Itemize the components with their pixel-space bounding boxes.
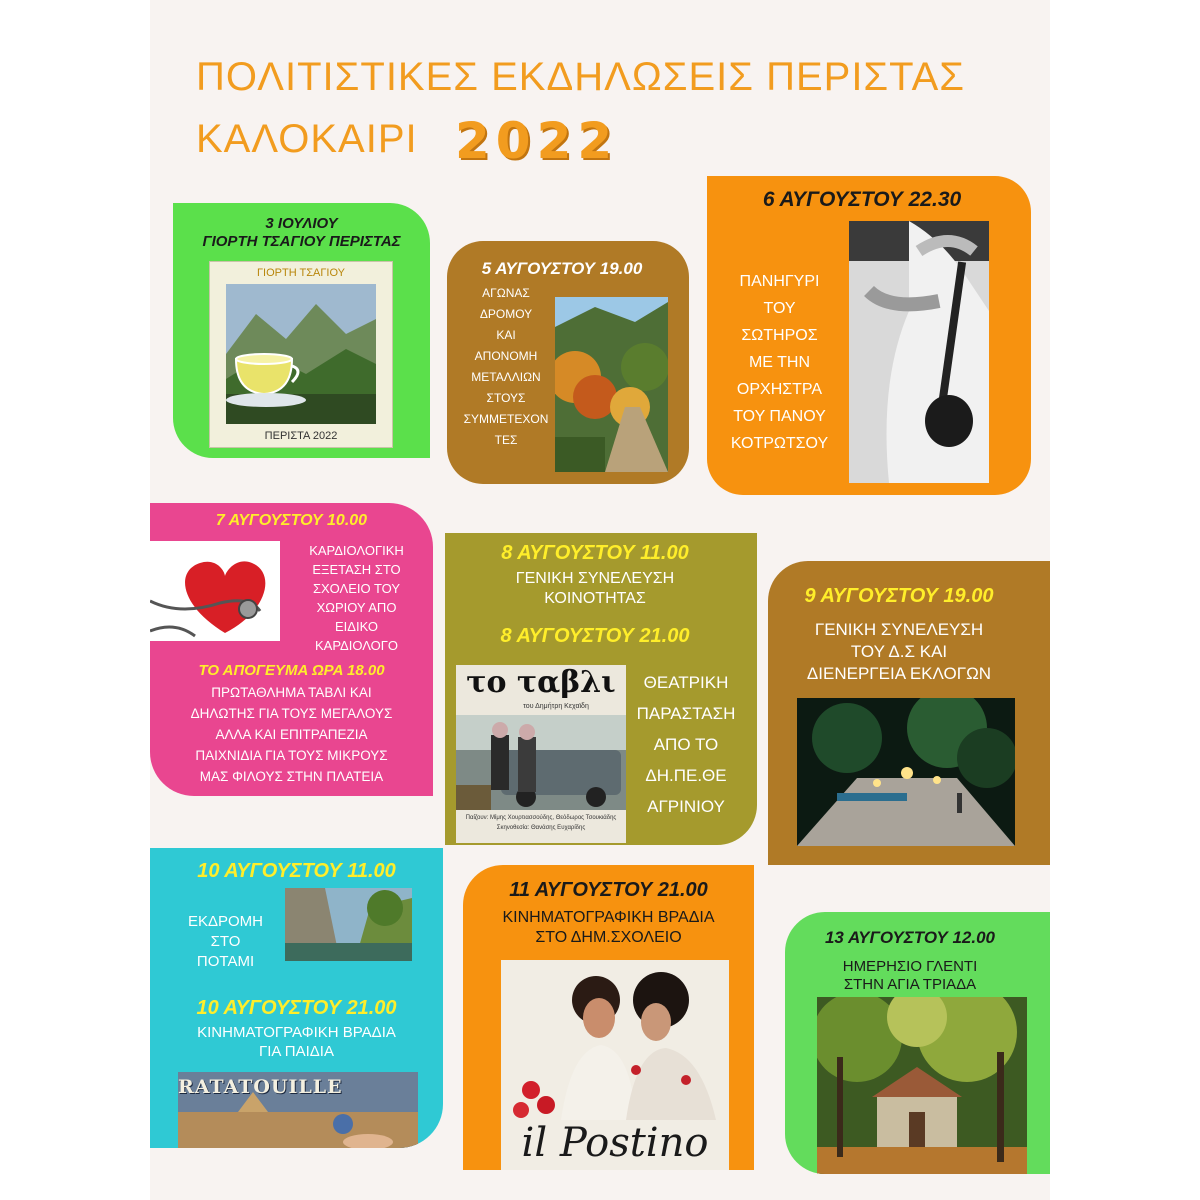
event-description-evening <box>150 1023 443 1061</box>
desc-line: ΚΙΝΗΜΑΤΟΓΡΑΦΙΚΗ ΒΡΑΔΙΑ <box>502 909 715 926</box>
event-card-aug5 <box>447 241 689 484</box>
desc-line: ΤΟΥ Δ.Σ ΚΑΙ <box>850 642 948 661</box>
desc-line: ΔΙΕΝΕΡΓΕΙΑ ΕΚΛΟΓΩΝ <box>806 664 992 683</box>
desc-line: ΔΡΟΜΟΥ <box>479 307 533 321</box>
desc-line: ΓΕΝΙΚΗ ΣΥΝΕΛΕΥΣΗ <box>814 620 984 639</box>
desc-line: ΑΓΩΝΑΣ <box>482 286 530 300</box>
event-description <box>707 268 852 457</box>
event-description <box>785 958 1035 994</box>
poster-direction-text: Σκηνοθεσία: Θανάσης Ευχαρίδης <box>496 825 586 831</box>
event-card-aug6 <box>707 176 1031 495</box>
event-afternoon-description <box>150 682 433 787</box>
event-date-evening: 10 ΑΥΓΟΥΣΤΟΥ 21.00 <box>196 997 397 1019</box>
poster-year: 2022 <box>455 112 619 170</box>
forest-path-image <box>555 297 668 472</box>
event-card-aug13 <box>785 912 1050 1174</box>
clarinet-player-image <box>849 221 989 483</box>
event-card-jul3 <box>173 203 430 458</box>
desc-line: ΧΩΡΙΟΥ ΑΠΟ <box>316 600 397 615</box>
desc-line: ΤΟΥ ΠΑΝΟΥ <box>733 408 826 425</box>
event-date: 11 ΑΥΓΟΥΣΤΟΥ 21.00 <box>509 879 708 901</box>
event-card-aug10 <box>150 848 443 1148</box>
desc-line: ΣΤΟ <box>210 933 241 950</box>
desc-line: ΠΑΝΗΓΥΡΙ <box>739 273 820 290</box>
event-date: 13 ΑΥΓΟΥΣΤΟΥ 12.00 <box>824 928 996 947</box>
event-date: 8 ΑΥΓΟΥΣΤΟΥ 11.00 <box>501 542 689 564</box>
poster-subtitle-text: του Δημήτρη Κεχαϊδη <box>523 703 589 710</box>
desc-line: ΠΑΙΧΝΙΔΙΑ ΓΙΑ ΤΟΥΣ ΜΙΚΡΟΥΣ <box>195 748 388 763</box>
chapel-image <box>817 997 1027 1174</box>
poster-cast-text: Παίζουν: Μίμης Χουρτιασσούδης, Θεόδωρος Τσουκιάδης <box>465 815 617 821</box>
desc-line: ΘΕΑΤΡΙΚΗ <box>643 673 729 692</box>
village-square-night-image <box>797 698 1015 846</box>
desc-line: ΕΞΕΤΑΣΗ ΣΤΟ <box>312 562 401 577</box>
desc-line: ΜΕ ΤΗΝ <box>748 354 811 371</box>
desc-line: ΟΡΧΗΣΤΡΑ <box>736 381 823 398</box>
event-description <box>768 619 1030 685</box>
desc-line: ΑΛΛΑ ΚΑΙ ΕΠΙΤΡΑΠΕΖΙΑ <box>215 727 368 742</box>
desc-line: ΣΩΤΗΡΟΣ <box>741 327 818 344</box>
desc-line: ΗΜΕΡΗΣΙΟ ΓΛΕΝΤΙ <box>842 958 978 975</box>
tea-festival-image <box>209 261 393 448</box>
desc-line: ΓΙΑ ΠΑΙΔΙΑ <box>259 1043 334 1060</box>
theatre-poster-image <box>456 665 626 843</box>
event-description <box>445 569 745 609</box>
event-title: ΓΙΟΡΤΗ ΤΣΑΓΙΟΥ ΠΕΡΙΣΤΑΣ <box>202 233 401 250</box>
desc-line: ΑΠΟΝΟΜΗ <box>474 349 538 363</box>
event-card-aug7 <box>150 503 433 796</box>
event-date: 5 ΑΥΓΟΥΣΤΟΥ 19.00 <box>481 259 643 278</box>
desc-line: ΤΕΣ <box>494 433 518 447</box>
desc-line: ΣΤΟΥΣ <box>486 391 526 405</box>
heart-stethoscope-image <box>150 541 280 641</box>
event-card-aug8 <box>445 533 757 845</box>
movie-couple-illustration <box>501 960 729 1120</box>
desc-line: ΕΙΔΙΚΟ <box>335 619 378 634</box>
desc-line: ΑΓΡΙΝΙΟΥ <box>647 797 725 816</box>
desc-line: ΚΑΙ <box>496 328 516 342</box>
desc-line: ΔΗΛΩΤΗΣ ΓΙΑ ΤΟΥΣ ΜΕΓΑΛΟΥΣ <box>190 706 393 721</box>
desc-line: ΔΗ.ΠΕ.ΘΕ <box>645 766 727 785</box>
poster-title-text: το ταβλι <box>466 665 616 700</box>
image-caption-top: ΓΙΟΡΤΗ ΤΣΑΓΙΟΥ <box>256 267 346 279</box>
event-afternoon-time: ΤΟ ΑΠΟΓΕΥΜΑ ΩΡΑ 18.00 <box>198 662 385 679</box>
event-description <box>455 283 557 451</box>
poster-subtitle: ΚΑΛΟΚΑΙΡΙ <box>196 117 418 161</box>
desc-line: ΚΟΙΝΟΤΗΤΑΣ <box>544 590 646 607</box>
actors-car-illustration <box>456 715 626 810</box>
event-card-aug9 <box>768 561 1050 865</box>
desc-line: ΠΡΩΤΑΘΛΗΜΑ ΤΑΒΛΙ ΚΑΙ <box>211 685 372 700</box>
desc-line: ΕΚΔΡΟΜΗ <box>187 913 264 930</box>
event-date: 10 ΑΥΓΟΥΣΤΟΥ 11.00 <box>197 860 396 882</box>
mountain-tea-illustration <box>226 284 376 424</box>
desc-line: ΣΤΗΝ ΑΓΙΑ ΤΡΙΑΔΑ <box>843 976 977 993</box>
desc-line: ΓΕΝΙΚΗ ΣΥΝΕΛΕΥΣΗ <box>515 570 675 587</box>
desc-line: ΚΑΡΔΙΟΛΟΓΙΚΗ <box>309 543 404 558</box>
event-description <box>280 541 433 655</box>
event-date: 6 ΑΥΓΟΥΣΤΟΥ 22.30 <box>762 188 962 211</box>
event-date-evening: 8 ΑΥΓΟΥΣΤΟΥ 21.00 <box>500 625 690 647</box>
desc-line: ΚΑΡΔΙΟΛΟΓΟ <box>314 638 398 653</box>
event-card-aug11 <box>463 865 754 1170</box>
event-date: 3 ΙΟΥΛΙΟΥ <box>265 215 338 232</box>
image-caption-bottom: ΠΕΡΙΣΤΑ 2022 <box>264 430 338 442</box>
movie-title-text: il Postino <box>521 1120 709 1166</box>
ratatouille-poster-image <box>178 1072 418 1148</box>
poster-title: ΠΟΛΙΤΙΣΤΙΚΕΣ ΕΚΔΗΛΩΣΕΙΣ ΠΕΡΙΣΤΑΣ <box>196 55 966 99</box>
event-date: 9 ΑΥΓΟΥΣΤΟΥ 19.00 <box>804 585 994 607</box>
desc-line: ΣΥΜΜΕΤΕΧΟΝ <box>463 412 549 426</box>
event-description-evening <box>625 667 747 822</box>
desc-line: ΣΧΟΛΕΙΟ ΤΟΥ <box>312 581 401 596</box>
desc-line: ΜΑΣ ΦΙΛΟΥΣ ΣΤΗΝ ΠΛΑΤΕΙΑ <box>199 769 384 784</box>
event-description <box>168 912 283 972</box>
desc-line: ΜΕΤΑΛΛΙΩΝ <box>471 370 541 384</box>
desc-line: ΚΙΝΗΜΑΤΟΓΡΑΦΙΚΗ ΒΡΑΔΙΑ <box>197 1024 396 1041</box>
desc-line: ΣΤΟ ΔΗΜ.ΣΧΟΛΕΙΟ <box>535 929 682 946</box>
il-postino-poster-image <box>501 960 729 1170</box>
desc-line: ΚΟΤΡΩΤΣΟΥ <box>730 435 829 452</box>
river-gorge-image <box>285 888 412 961</box>
desc-line: ΤΟΥ <box>763 300 796 317</box>
desc-line: ΠΑΡΑΣΤΑΣΗ <box>636 704 736 723</box>
event-date: 7 ΑΥΓΟΥΣΤΟΥ 10.00 <box>215 512 368 529</box>
event-description <box>463 908 754 948</box>
desc-line: ΑΠΟ ΤΟ <box>653 735 719 754</box>
desc-line: ΠΟΤΑΜΙ <box>196 953 255 970</box>
movie-title-text: RATATOUILLE <box>178 1076 343 1098</box>
